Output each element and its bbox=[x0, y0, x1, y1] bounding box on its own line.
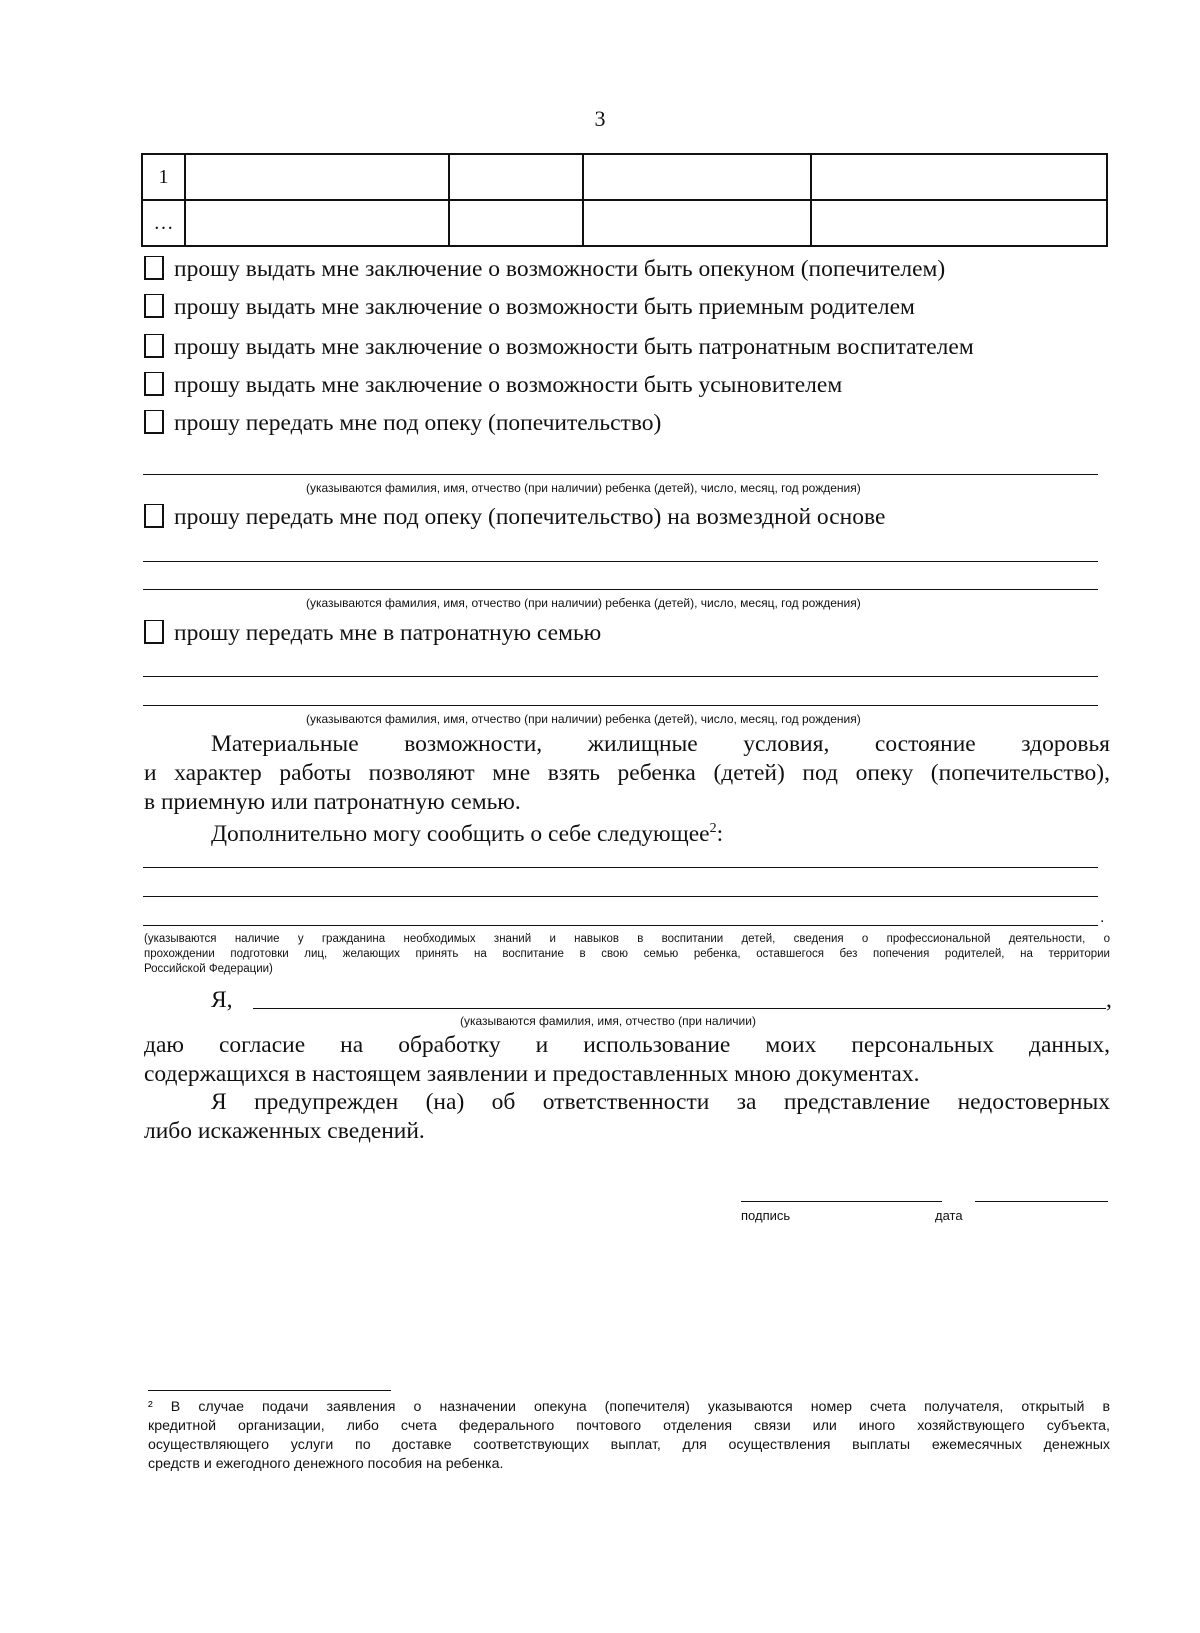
checkbox-guardianship[interactable] bbox=[144, 410, 164, 434]
option-label: прошу передать мне под опеку (попечительство) на возмездной основе bbox=[174, 504, 886, 530]
option-label: прошу выдать мне заключение о возможности быть усыновителем bbox=[174, 372, 843, 398]
additional-info-line[interactable] bbox=[143, 925, 1098, 926]
material-line: Материальные возможности, жилищные условия, состояние здоровья bbox=[211, 731, 1110, 757]
full-name-line[interactable] bbox=[253, 1008, 1106, 1009]
table-cell[interactable] bbox=[185, 154, 449, 200]
child-info-hint: (указываются фамилия, имя, отчество (при наличии) ребенка (детей), число, месяц, год рождения) bbox=[306, 596, 861, 610]
consent-line: даю согласие на обработку и использование моих персональных данных, bbox=[144, 1032, 1110, 1058]
checkbox-patronage-family[interactable] bbox=[144, 620, 164, 644]
additional-info-text: Дополнительно могу сообщить о себе следующее bbox=[211, 821, 710, 847]
signature-label: подпись bbox=[741, 1208, 791, 1223]
option-label: прошу выдать мне заключение о возможности быть приемным родителем bbox=[174, 294, 915, 320]
child-info-line[interactable] bbox=[143, 589, 1098, 590]
option-patronage-educator bbox=[144, 334, 974, 361]
table-cell[interactable] bbox=[449, 200, 583, 246]
signature-line[interactable] bbox=[741, 1201, 942, 1202]
table-cell: … bbox=[142, 200, 185, 246]
colon: : bbox=[716, 821, 724, 847]
date-label: дата bbox=[935, 1208, 963, 1223]
material-line: в приемную или патронатную семью. bbox=[144, 789, 521, 815]
footnote-line: осуществляющего услуги по доставке соответствующих выплат, для осуществления выплаты ежемесячных денежных bbox=[148, 1437, 1110, 1453]
option-label: прошу выдать мне заключение о возможности быть патронатным воспитателем bbox=[174, 334, 974, 360]
warning-line: Я предупрежден (на) об ответственности за представление недостоверных bbox=[211, 1089, 1110, 1115]
option-foster-parent bbox=[144, 294, 915, 321]
table-row bbox=[142, 154, 1107, 200]
table-cell[interactable] bbox=[583, 154, 811, 200]
hint-line: прохождении подготовки лиц, желающих принять на воспитание в свою семью ребенка, оставшегося без попечения родителей, на территории bbox=[144, 948, 1110, 960]
table-cell: 1 bbox=[142, 154, 185, 200]
table-cell[interactable] bbox=[185, 200, 449, 246]
child-info-line[interactable] bbox=[143, 561, 1098, 562]
additional-info-hint-end bbox=[144, 962, 1110, 977]
checkbox-patronage-educator[interactable] bbox=[144, 334, 164, 358]
option-guardianship bbox=[144, 410, 661, 437]
table-cell[interactable] bbox=[811, 154, 1107, 200]
date-line[interactable] bbox=[975, 1201, 1108, 1202]
consent-paragraph bbox=[144, 1031, 1110, 1089]
footnote-separator bbox=[148, 1390, 391, 1391]
footnote-line: ² В случае подачи заявления о назначении опекуна (попечителя) указываются номер счета получателя, открытый в bbox=[148, 1399, 1110, 1415]
footnote-line: средств и ежегодного денежного пособия на ребенка. bbox=[148, 1456, 504, 1472]
additional-info-line[interactable] bbox=[143, 867, 1098, 868]
warning-line: либо искаженных сведений. bbox=[144, 1118, 425, 1144]
additional-info-line[interactable] bbox=[143, 896, 1098, 897]
option-guardian bbox=[144, 256, 945, 283]
option-adopter bbox=[144, 372, 842, 399]
child-info-line[interactable] bbox=[143, 474, 1098, 475]
option-patronage-family bbox=[144, 620, 601, 647]
consent-line: содержащихся в настоящем заявлении и предоставленных мною документах. bbox=[144, 1061, 920, 1087]
consent-i-label: Я, bbox=[211, 987, 233, 1013]
hint-line: (указываются наличие у гражданина необходимых знаний и навыков в воспитании детей, сведения о профессиональной деятельности, о bbox=[144, 933, 1110, 945]
additional-info-hint bbox=[144, 932, 1110, 962]
child-info-hint: (указываются фамилия, имя, отчество (при наличии) ребенка (детей), число, месяц, год рождения) bbox=[306, 481, 861, 495]
checkbox-paid-guardianship[interactable] bbox=[144, 504, 164, 528]
checkbox-foster-parent[interactable] bbox=[144, 294, 164, 318]
hint-line: Российской Федерации) bbox=[144, 963, 273, 975]
footnote-line: кредитной организации, либо счета федерального почтового отделения связи или иного хозяйствующего субъекта, bbox=[148, 1418, 1110, 1434]
warning-paragraph bbox=[144, 1088, 1110, 1146]
option-paid-guardianship bbox=[144, 504, 885, 531]
child-info-line[interactable] bbox=[143, 705, 1098, 706]
checkbox-adopter[interactable] bbox=[144, 372, 164, 396]
footnote bbox=[148, 1398, 1110, 1474]
table-row bbox=[142, 200, 1107, 246]
material-paragraph bbox=[144, 730, 1110, 817]
table-cell[interactable] bbox=[583, 200, 811, 246]
checkbox-guardian[interactable] bbox=[144, 256, 164, 280]
page-number: 3 bbox=[594, 106, 606, 131]
option-label: прошу передать мне под опеку (попечительство) bbox=[174, 410, 662, 436]
additional-info-heading bbox=[211, 820, 723, 849]
option-label: прошу передать мне в патронатную семью bbox=[174, 620, 602, 646]
children-table bbox=[141, 153, 1108, 247]
line-end-period: . bbox=[1100, 909, 1105, 926]
full-name-hint: (указываются фамилия, имя, отчество (при наличии) bbox=[460, 1014, 756, 1028]
footnote-ref: 2 bbox=[709, 821, 717, 837]
option-label: прошу выдать мне заключение о возможности быть опекуном (попечителем) bbox=[174, 256, 946, 282]
child-info-line[interactable] bbox=[143, 676, 1098, 677]
table-cell[interactable] bbox=[811, 200, 1107, 246]
child-info-hint: (указываются фамилия, имя, отчество (при наличии) ребенка (детей), число, месяц, год рождения) bbox=[306, 712, 861, 726]
material-line: и характер работы позволяют мне взять ребенка (детей) под опеку (попечительство), bbox=[144, 760, 1110, 786]
consent-comma: , bbox=[1106, 987, 1112, 1013]
table-cell[interactable] bbox=[449, 154, 583, 200]
